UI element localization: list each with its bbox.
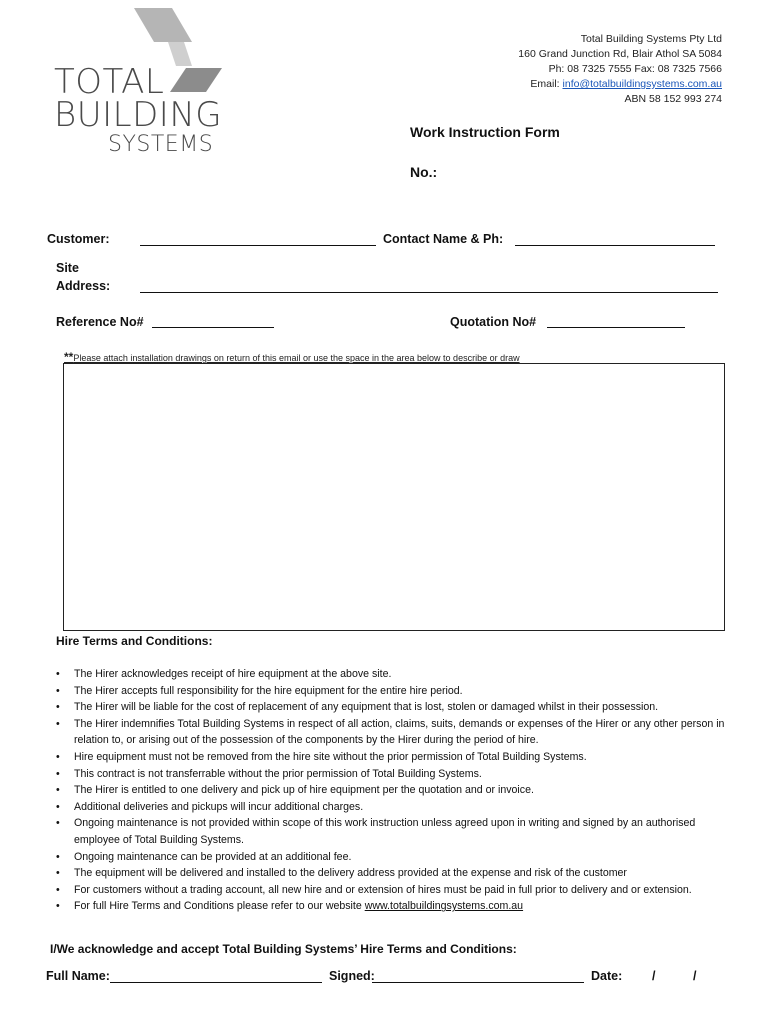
- terms-item: • Additional deliveries and pickups will incur additional charges.: [56, 799, 728, 816]
- form-title: Work Instruction Form: [410, 124, 560, 140]
- address-label: Address:: [56, 279, 111, 293]
- date-separator-2: /: [693, 969, 697, 983]
- terms-item-website: • For full Hire Terms and Conditions please refer to our website www.totalbuildingsystems.com.au: [56, 898, 728, 915]
- note-text: Please attach installation drawings on return of this email or use the space in the area below to describe or draw: [73, 353, 520, 363]
- bullet-icon: •: [56, 668, 60, 680]
- bullet-icon: •: [56, 767, 60, 780]
- website-link[interactable]: www.totalbuildingsystems.com.au: [364, 900, 524, 913]
- logo-text-line2: BUILDING: [54, 95, 223, 135]
- bullet-icon: •: [56, 701, 60, 714]
- company-name: Total Building Systems Pty Ltd: [580, 33, 722, 45]
- terms-item: • Hire equipment must not be removed from the hire site without the prior permission of Total Building Systems.: [56, 749, 728, 766]
- customer-field[interactable]: [140, 245, 376, 246]
- date-separator-1: /: [652, 969, 656, 983]
- drawing-note: [64, 350, 520, 364]
- site-address-field[interactable]: [140, 292, 718, 293]
- company-abn: ABN 58 152 993 274: [624, 93, 722, 105]
- contact-label: Contact Name & Ph:: [383, 232, 504, 246]
- site-label: Site: [56, 261, 79, 275]
- terms-item: • The Hirer will be liable for the cost of replacement of any equipment that is lost, stolen or damaged whilst in their possession.: [56, 699, 728, 716]
- terms-item: • The Hirer is entitled to one delivery and pick up of hire equipment per the quotation and or invoice.: [56, 782, 728, 799]
- terms-item: • The Hirer acknowledges receipt of hire equipment at the above site.: [56, 666, 728, 683]
- drawing-area[interactable]: [63, 363, 725, 631]
- terms-item: • Ongoing maintenance can be provided at an additional fee.: [56, 849, 728, 866]
- note-stars: **: [64, 350, 74, 364]
- terms-item: • The equipment will be delivered and installed to the delivery address provided at the expense and risk of the customer: [56, 865, 728, 882]
- contact-field[interactable]: [515, 245, 715, 246]
- customer-label: Customer:: [47, 232, 110, 246]
- quotation-field[interactable]: [547, 327, 685, 328]
- reference-field[interactable]: [152, 327, 274, 328]
- full-name-label: Full Name:: [46, 969, 110, 983]
- terms-list: [56, 666, 728, 915]
- terms-item: • The Hirer accepts full responsibility for the hire equipment for the entire hire period.: [56, 683, 728, 700]
- company-address: 160 Grand Junction Rd, Blair Athol SA 5084: [518, 48, 722, 60]
- bullet-icon: •: [56, 817, 60, 830]
- terms-item: • This contract is not transferrable without the prior permission of Total Building Systems.: [56, 766, 728, 783]
- terms-item: • The Hirer indemnifies Total Building Systems in respect of all action, claims, suits, demands or expenses of the Hirer or any other person in relation to, or arising out of the possession of the components by the Hirer during the period of hire.: [56, 717, 725, 747]
- bullet-icon: •: [56, 900, 60, 913]
- form-number-label: No.:: [410, 164, 438, 180]
- date-label: Date:: [591, 969, 623, 983]
- bullet-icon: •: [56, 800, 60, 813]
- bullet-icon: •: [56, 850, 60, 863]
- acknowledgement-text: I/We acknowledge and accept Total Building Systems’ Hire Terms and Conditions:: [50, 942, 517, 956]
- bullet-icon: •: [56, 784, 60, 797]
- email-label: Email:: [530, 78, 563, 90]
- signed-label: Signed:: [329, 969, 375, 983]
- bullet-icon: •: [56, 883, 60, 896]
- terms-item: • For customers without a trading account, all new hire and or extension of hires must be paid in full prior to delivery and or extension.: [56, 882, 728, 899]
- terms-title: Hire Terms and Conditions:: [56, 634, 213, 648]
- logo-text-line1: TOTAL: [54, 62, 165, 102]
- full-name-field[interactable]: [110, 982, 322, 983]
- quotation-label: Quotation No#: [450, 315, 537, 329]
- email-link[interactable]: info@totalbuildingsystems.com.au: [562, 78, 722, 90]
- bullet-icon: •: [56, 867, 60, 880]
- logo-text-line3: SYSTEMS: [108, 132, 214, 157]
- bullet-icon: •: [56, 684, 60, 697]
- company-details: [518, 32, 722, 107]
- bullet-icon: •: [56, 750, 60, 763]
- company-email-row: [518, 77, 722, 92]
- bullet-icon: •: [56, 717, 60, 730]
- company-phone-fax: Ph: 08 7325 7555 Fax: 08 7325 7566: [548, 63, 722, 75]
- terms-item: • Ongoing maintenance is not provided within scope of this work instruction unless agreed upon in writing and signed by an authorised employee of Total Building Systems.: [56, 817, 696, 846]
- signature-field[interactable]: [372, 982, 584, 983]
- reference-label: Reference No#: [56, 315, 144, 329]
